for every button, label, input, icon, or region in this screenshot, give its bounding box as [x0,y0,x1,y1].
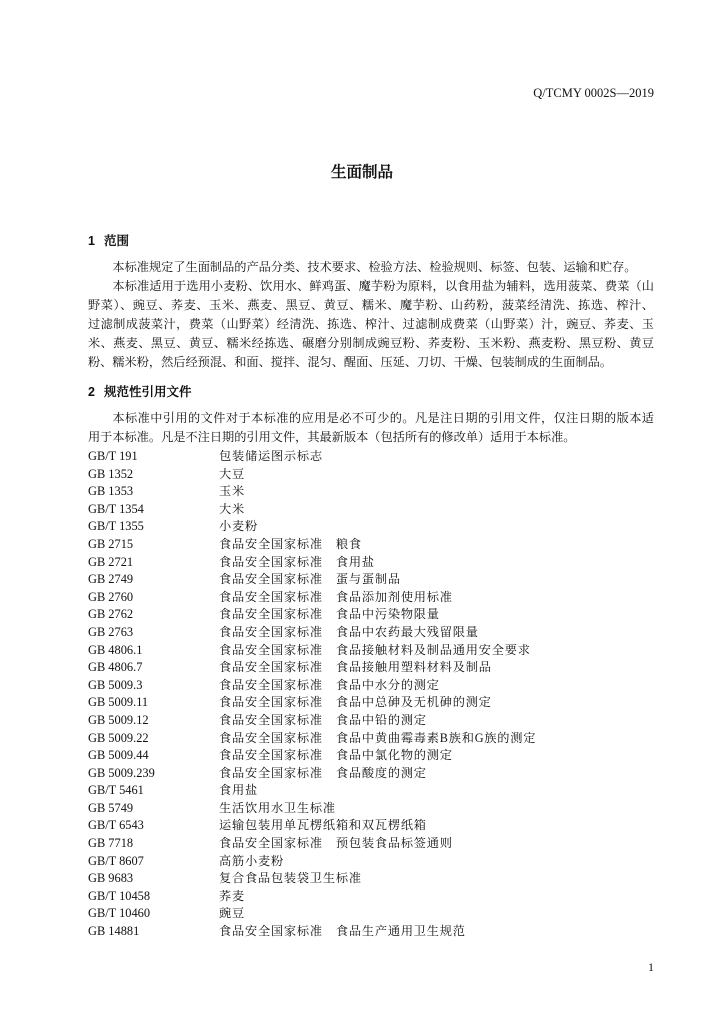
reference-row [88,536,654,554]
section-number: 1 [88,234,95,248]
paragraph-line: 本标准规定了生面制品的产品分类、技术要求、检验方法、检验规则、标签、包装、运输和贮存。 [112,260,637,274]
section-title: 范围 [103,234,129,248]
reference-title: 食品安全国家标准 食品中铅的测定 [219,712,427,727]
reference-title: 玉米 [219,484,245,499]
reference-code: GB 4806.7 [88,660,143,675]
section-heading-scope [88,232,129,250]
reference-code: GB 9683 [88,871,134,886]
paragraph [88,258,654,277]
reference-row [88,905,654,923]
reference-title: 荞麦 [219,888,245,903]
reference-title: 生活饮用水卫生标准 [219,800,336,815]
standard-code-header: Q/TCMY 0002S—2019 [533,86,654,100]
reference-code: GB 2715 [88,536,134,551]
reference-row [88,483,654,501]
section-title: 规范性引用文件 [103,385,192,399]
reference-row [88,642,654,660]
paragraph-line: 过滤制成菠菜汁，费菜（山野菜）经清洗、拣选、榨汁、过滤制成费菜（山野菜）汁，豌豆、荞麦、玉 [88,317,654,331]
reference-row [88,923,654,941]
reference-code: GB/T 1355 [88,519,144,534]
reference-row [88,677,654,695]
reference-code: GB/T 8607 [88,853,144,868]
reference-code: GB 2762 [88,607,134,622]
reference-title: 食品安全国家标准 食品中农药最大残留限量 [219,624,479,639]
reference-title: 食品安全国家标准 食品接触用塑料材料及制品 [219,660,492,675]
reference-row [88,694,654,712]
section-number: 2 [88,385,95,399]
reference-code: GB 2721 [88,554,134,569]
scope-body [88,258,654,372]
reference-title: 大米 [219,501,245,516]
document-title: 生面制品 [330,163,393,181]
reference-row [88,624,654,642]
reference-title: 食品安全国家标准 食品生产通用卫生规范 [219,924,466,939]
paragraph [88,277,654,372]
references-intro [88,409,654,447]
reference-row [88,835,654,853]
reference-title: 食品安全国家标准 食品中氯化物的测定 [219,748,453,763]
reference-list [88,448,654,941]
reference-title: 食品安全国家标准 食品添加剂使用标准 [219,589,453,604]
paragraph [88,409,654,447]
reference-code: GB/T 1354 [88,501,144,516]
paragraph-line: 本标准中引用的文件对于本标准的应用是必不可少的。凡是注日期的引用文件，仅注日期的版本适 [112,411,654,425]
paragraph-line: 野菜）、豌豆、荞麦、玉米、燕麦、黑豆、黄豆、糯米、魔芋粉、山药粉，菠菜经清洗、拣选、榨汁、 [88,298,654,312]
reference-title: 食品安全国家标准 预包装食品标签通则 [219,836,453,851]
reference-row [88,606,654,624]
reference-title: 食品安全国家标准 蛋与蛋制品 [219,572,401,587]
reference-title: 高筋小麦粉 [219,853,284,868]
reference-title: 小麦粉 [219,519,258,534]
reference-code: GB 1353 [88,484,134,499]
reference-code: GB 5009.11 [88,695,149,710]
reference-title: 食品安全国家标准 食品酸度的测定 [219,765,427,780]
reference-title: 食品安全国家标准 食品中总砷及无机砷的测定 [219,695,492,710]
reference-code: GB 7718 [88,836,134,851]
reference-title: 食用盐 [219,783,258,798]
reference-row [88,782,654,800]
reference-title: 食品安全国家标准 食品中水分的测定 [219,677,440,692]
reference-code: GB 5009.22 [88,730,149,745]
reference-row [88,571,654,589]
reference-code: GB 1352 [88,466,134,481]
reference-title: 豌豆 [219,906,245,921]
reference-code: GB 2760 [88,589,134,604]
reference-row [88,448,654,466]
reference-code: GB/T 6543 [88,818,144,833]
reference-code: GB/T 10458 [88,888,151,903]
reference-code: GB 5749 [88,800,134,815]
reference-row [88,765,654,783]
reference-row [88,870,654,888]
reference-row [88,730,654,748]
reference-code: GB 5009.239 [88,765,155,780]
reference-code: GB 5009.12 [88,712,149,727]
reference-code: GB 4806.1 [88,642,143,657]
reference-code: GB/T 5461 [88,783,144,798]
reference-row [88,518,654,536]
paragraph-line: 本标准适用于选用小麦粉、饮用水、鲜鸡蛋、魔芋粉为原料，以食用盐为辅料，选用菠菜、费菜（山 [112,279,654,293]
reference-row [88,554,654,572]
reference-title: 运输包装用单瓦楞纸箱和双瓦楞纸箱 [219,818,427,833]
reference-row [88,501,654,519]
reference-title: 包装储运图示标志 [219,449,323,463]
reference-code: GB 2749 [88,572,134,587]
reference-code: GB/T 10460 [88,906,151,921]
reference-title: 食品安全国家标准 食品中污染物限量 [219,607,440,622]
reference-row [88,712,654,730]
paragraph-line: 米、燕麦、黑豆、黄豆、糯米经拣选、碾磨分别制成豌豆粉、荞麦粉、玉米粉、燕麦粉、黑豆粉、黄豆 [88,336,654,350]
reference-title: 食品安全国家标准 食品中黄曲霉毒素B族和G族的测定 [219,730,537,745]
paragraph-line: 粉、糯米粉，然后经预混、和面、搅拌、混匀、醒面、压延、刀切、干燥、包装制成的生面制品。 [88,355,613,369]
reference-row [88,589,654,607]
page-number: 1 [648,960,654,974]
reference-row [88,817,654,835]
reference-title: 食品安全国家标准 食用盐 [219,554,375,569]
reference-row [88,466,654,484]
reference-code: GB 5009.3 [88,677,143,692]
reference-code: GB 14881 [88,924,140,939]
reference-row [88,888,654,906]
reference-row [88,747,654,765]
reference-row [88,853,654,871]
reference-code: GB 2763 [88,624,134,639]
section-heading-normative-references [88,383,191,401]
reference-title: 食品安全国家标准 食品接触材料及制品通用安全要求 [219,642,531,657]
reference-row [88,659,654,677]
reference-row [88,800,654,818]
reference-title: 食品安全国家标准 粮食 [219,536,362,551]
reference-code: GB/T 191 [88,449,138,463]
reference-code: GB 5009.44 [88,748,149,763]
reference-title: 大豆 [219,466,245,481]
reference-title: 复合食品包装袋卫生标准 [219,871,362,886]
paragraph-line: 用于本标准。凡是不注日期的引用文件，其最新版本（包括所有的修改单）适用于本标准。 [88,430,576,444]
